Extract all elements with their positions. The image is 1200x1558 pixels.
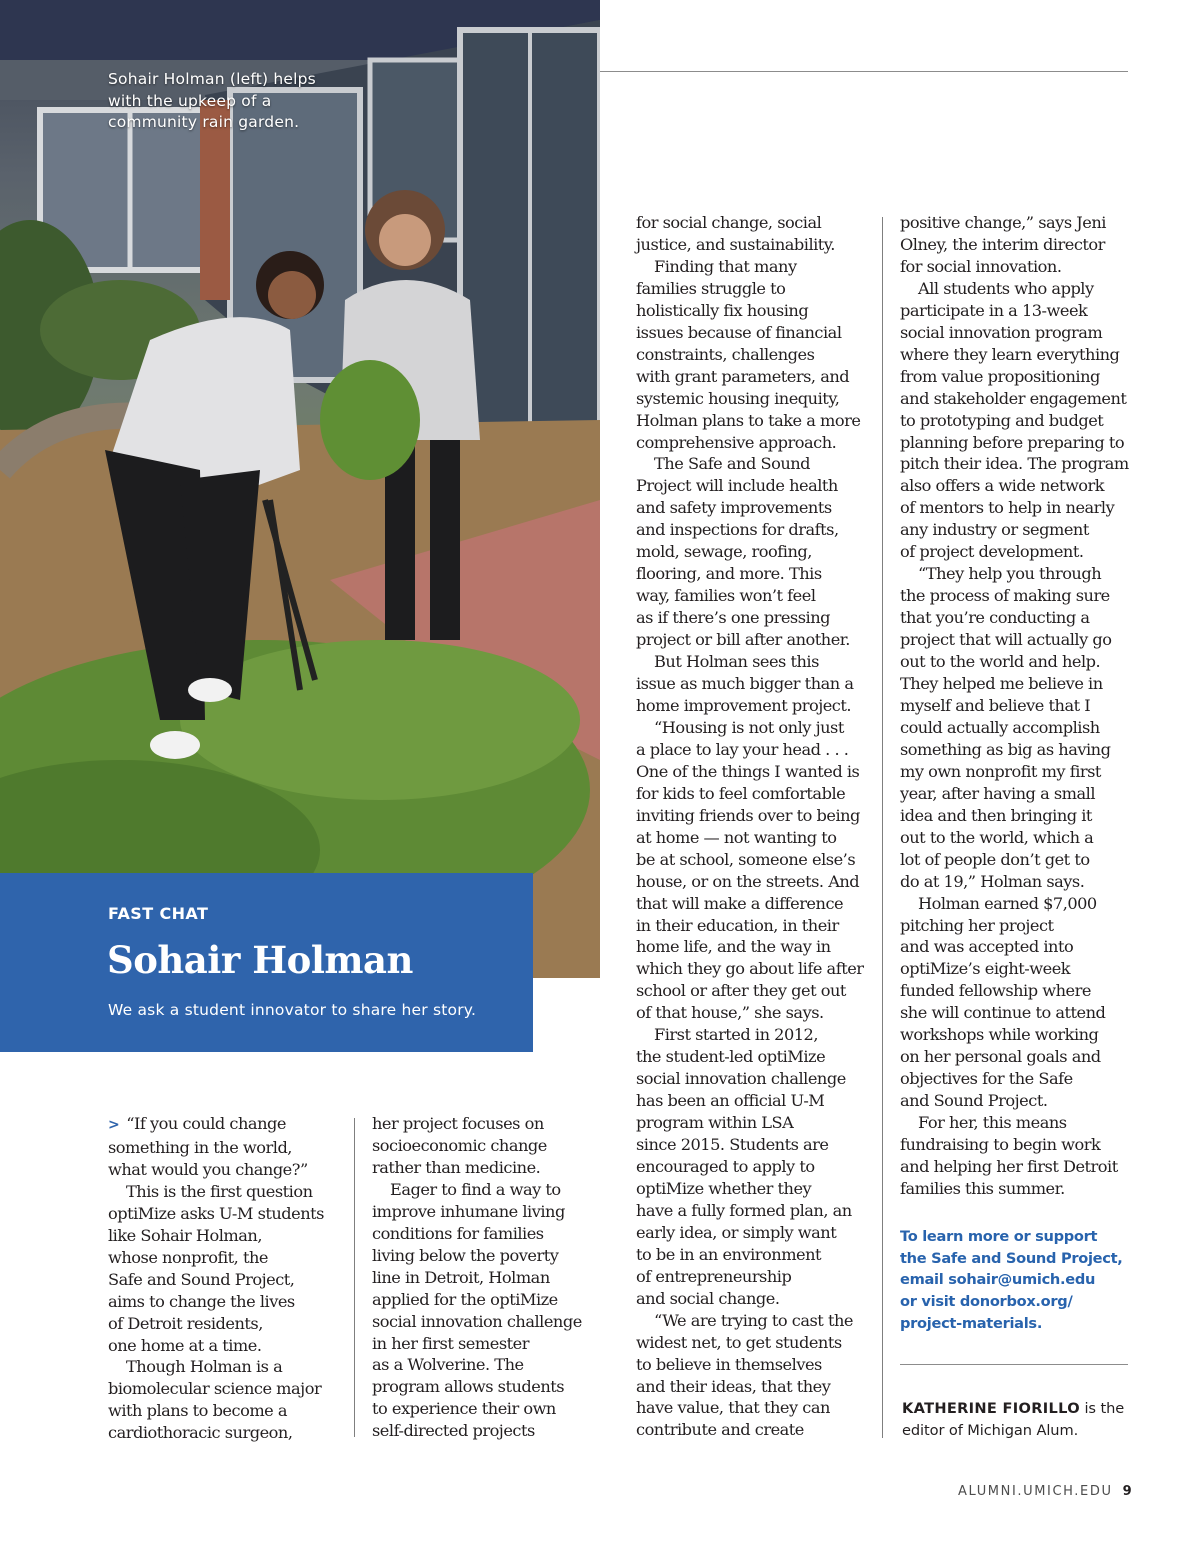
hero-photo bbox=[0, 0, 600, 978]
text-line: to experience their own bbox=[372, 1399, 556, 1419]
text-line: program within LSA bbox=[636, 1113, 794, 1133]
text-line: systemic housing inequity, bbox=[636, 388, 840, 408]
paragraph bbox=[900, 893, 1135, 1113]
paragraph bbox=[108, 1356, 343, 1444]
text-line: living below the poverty bbox=[372, 1245, 559, 1265]
bio-text: is the bbox=[1079, 1400, 1125, 1417]
text-line: the student-led optiMize bbox=[636, 1047, 826, 1067]
text-line: Holman earned $7,000 bbox=[918, 893, 1097, 913]
text-line: “If you could change bbox=[126, 1114, 286, 1133]
text-line: home improvement project. bbox=[636, 695, 852, 715]
text-line: For her, this means bbox=[918, 1113, 1067, 1133]
text-line: pitch their idea. The program bbox=[900, 454, 1129, 474]
text-line: could actually accomplish bbox=[900, 717, 1100, 737]
page-footer bbox=[958, 1484, 1132, 1499]
text-line: First started in 2012, bbox=[654, 1025, 818, 1045]
text-line: as a Wolverine. The bbox=[372, 1355, 524, 1375]
text-line: that will make a difference bbox=[636, 893, 844, 913]
paragraph bbox=[636, 651, 871, 717]
text-line: fundraising to begin work bbox=[900, 1135, 1101, 1155]
text-line: to prototyping and budget bbox=[900, 410, 1104, 430]
text-line: be at school, someone else’s bbox=[636, 849, 856, 869]
text-line: any industry or segment bbox=[900, 520, 1089, 540]
caption-line: with the upkeep of a bbox=[108, 91, 272, 110]
text-line: biomolecular science major bbox=[108, 1379, 322, 1399]
text-line: do at 19,” Holman says. bbox=[900, 871, 1085, 891]
text-line: comprehensive approach. bbox=[636, 432, 837, 452]
text-line: applied for the optiMize bbox=[372, 1289, 558, 1309]
paragraph bbox=[900, 278, 1135, 563]
photo-caption bbox=[108, 69, 348, 134]
text-line: have a fully formed plan, an bbox=[636, 1200, 852, 1220]
caption-line: community rain garden. bbox=[108, 113, 300, 131]
photo-illustration bbox=[0, 0, 600, 978]
article-dek: We ask a student innovator to share her story. bbox=[108, 1001, 477, 1019]
text-line: her project focuses on bbox=[372, 1114, 544, 1133]
text-line: issue as much bigger than a bbox=[636, 674, 854, 694]
text-line: and inspections for drafts, bbox=[636, 520, 839, 540]
text-line: workshops while working bbox=[900, 1025, 1099, 1045]
text-line: for social innovation. bbox=[900, 256, 1062, 276]
lead-line bbox=[108, 1113, 343, 1137]
text-line: and Sound Project. bbox=[900, 1091, 1048, 1111]
text-line: social innovation challenge bbox=[636, 1069, 846, 1089]
text-line: with plans to become a bbox=[108, 1401, 288, 1421]
text-line: Project will include health bbox=[636, 476, 838, 496]
article-column-3 bbox=[636, 212, 871, 1441]
text-line: on her personal goals and bbox=[900, 1047, 1101, 1067]
text-line: socioeconomic change bbox=[372, 1135, 547, 1155]
text-line: conditions for families bbox=[372, 1223, 544, 1243]
text-line: way, families won’t feel bbox=[636, 586, 816, 606]
text-line: since 2015. Students are bbox=[636, 1135, 829, 1155]
text-line: something as big as having bbox=[900, 739, 1111, 759]
text-line: All students who apply bbox=[918, 278, 1094, 298]
text-line: project or bill after another. bbox=[636, 630, 850, 650]
bio-text-line2: editor of Michigan Alum. bbox=[902, 1422, 1079, 1439]
text-line: contribute and create bbox=[636, 1420, 804, 1440]
text-line: Finding that many bbox=[654, 256, 797, 276]
text-line: project that will actually go bbox=[900, 630, 1112, 650]
text-line: aims to change the lives bbox=[108, 1291, 295, 1311]
text-line: to believe in themselves bbox=[636, 1354, 822, 1374]
text-line: something in the world, bbox=[108, 1137, 292, 1157]
text-line: early idea, or simply want bbox=[636, 1222, 837, 1242]
paragraph bbox=[636, 256, 871, 454]
caption-line: Sohair Holman (left) helps bbox=[108, 70, 316, 88]
text-line: justice, and sustainability. bbox=[636, 234, 835, 254]
text-line: out to the world and help. bbox=[900, 652, 1101, 672]
text-line: optiMize whether they bbox=[636, 1178, 812, 1198]
text-line: The Safe and Sound bbox=[654, 454, 811, 474]
paragraph bbox=[636, 1024, 871, 1309]
text-line: a place to lay your head . . . bbox=[636, 739, 849, 759]
text-line: also offers a wide network bbox=[900, 476, 1105, 496]
text-line: from value propositioning bbox=[900, 366, 1100, 386]
text-line: But Holman sees this bbox=[654, 652, 819, 672]
text-line: as if there’s one pressing bbox=[636, 608, 830, 628]
text-line: idea and then bringing it bbox=[900, 805, 1092, 825]
text-line: Safe and Sound Project, bbox=[108, 1269, 295, 1289]
text-line: and was accepted into bbox=[900, 937, 1074, 957]
text-line: funded fellowship where bbox=[900, 981, 1091, 1001]
text-line: and their ideas, that they bbox=[636, 1376, 831, 1396]
paragraph bbox=[900, 212, 1135, 278]
text-line: issues because of financial bbox=[636, 322, 842, 342]
text-line: of project development. bbox=[900, 542, 1084, 562]
article-headline: Sohair Holman bbox=[107, 938, 413, 982]
paragraph bbox=[108, 1181, 343, 1357]
text-line: “We are trying to cast the bbox=[654, 1310, 853, 1330]
paragraph bbox=[372, 1113, 607, 1179]
text-line: that you’re conducting a bbox=[900, 608, 1090, 628]
text-line: One of the things I wanted is bbox=[636, 761, 860, 781]
paragraph bbox=[900, 563, 1135, 892]
footer-site: ALUMNI.UMICH.EDU bbox=[958, 1484, 1113, 1499]
top-divider bbox=[600, 71, 1128, 72]
call-to-action bbox=[900, 1226, 1130, 1335]
text-line: line in Detroit, Holman bbox=[372, 1267, 550, 1287]
article-column-4 bbox=[900, 212, 1135, 1200]
text-line: improve inhumane living bbox=[372, 1201, 565, 1221]
text-line: constraints, challenges bbox=[636, 344, 815, 364]
text-line: house, or on the streets. And bbox=[636, 871, 860, 891]
text-line: This is the first question bbox=[126, 1181, 313, 1201]
text-line: holistically fix housing bbox=[636, 300, 809, 320]
text-line: Though Holman is a bbox=[126, 1357, 283, 1377]
text-line: rather than medicine. bbox=[372, 1157, 541, 1177]
paragraph bbox=[108, 1113, 343, 1181]
cta-line: To learn more or support bbox=[900, 1228, 1098, 1245]
text-line: They helped me believe in bbox=[900, 674, 1103, 694]
paragraph bbox=[900, 1112, 1135, 1200]
text-line: “Housing is not only just bbox=[654, 717, 844, 737]
article-column-1 bbox=[108, 1113, 343, 1444]
paragraph bbox=[636, 453, 871, 651]
text-line: mold, sewage, roofing, bbox=[636, 542, 812, 562]
text-line: like Sohair Holman, bbox=[108, 1225, 262, 1245]
text-line: and social change. bbox=[636, 1288, 780, 1308]
text-line: self-directed projects bbox=[372, 1421, 535, 1441]
section-kicker: FAST CHAT bbox=[108, 904, 209, 923]
text-line: participate in a 13-week bbox=[900, 300, 1088, 320]
text-line: home life, and the way in bbox=[636, 937, 831, 957]
text-line: for social change, social bbox=[636, 213, 822, 232]
text-line: school or after they get out bbox=[636, 981, 846, 1001]
text-line: flooring, and more. This bbox=[636, 564, 822, 584]
text-line: families struggle to bbox=[636, 278, 786, 298]
text-line: Eager to find a way to bbox=[390, 1179, 561, 1199]
text-line: what would you change?” bbox=[108, 1159, 308, 1179]
text-line: social innovation program bbox=[900, 322, 1103, 342]
text-line: inviting friends over to being bbox=[636, 805, 860, 825]
cta-email-link[interactable]: email sohair@umich.edu bbox=[900, 1271, 1096, 1289]
text-line: planning before preparing to bbox=[900, 432, 1125, 452]
paragraph bbox=[636, 717, 871, 1024]
cta-url-link[interactable]: or visit donorbox.org/ bbox=[900, 1293, 1073, 1311]
text-line: positive change,” says Jeni bbox=[900, 213, 1106, 232]
text-line: program allows students bbox=[372, 1377, 565, 1397]
text-line: have value, that they can bbox=[636, 1398, 830, 1418]
text-line: whose nonprofit, the bbox=[108, 1247, 268, 1267]
text-line: and safety improvements bbox=[636, 498, 832, 518]
paragraph bbox=[636, 1310, 871, 1442]
text-line: one home at a time. bbox=[108, 1335, 262, 1355]
text-line: optiMize’s eight-week bbox=[900, 959, 1071, 979]
author-bio bbox=[902, 1398, 1132, 1442]
text-line: in their education, in their bbox=[636, 915, 839, 935]
text-line: the process of making sure bbox=[900, 586, 1110, 606]
text-line: year, after having a small bbox=[900, 783, 1096, 803]
text-line: widest net, to get students bbox=[636, 1332, 842, 1352]
author-name: KATHERINE FIORILLO bbox=[902, 1400, 1080, 1417]
text-line: of Detroit residents, bbox=[108, 1313, 263, 1333]
text-line: and stakeholder engagement bbox=[900, 388, 1127, 408]
text-line: out to the world, which a bbox=[900, 827, 1094, 847]
text-line: lot of people don’t get to bbox=[900, 849, 1090, 869]
text-line: at home — not wanting to bbox=[636, 827, 837, 847]
text-line: social innovation challenge bbox=[372, 1311, 582, 1331]
text-line: Holman plans to take a more bbox=[636, 410, 861, 430]
article-column-2 bbox=[372, 1113, 607, 1442]
paragraph bbox=[636, 212, 871, 256]
text-line: objectives for the Safe bbox=[900, 1069, 1073, 1089]
text-line: of that house,” she says. bbox=[636, 1003, 824, 1023]
text-line: encouraged to apply to bbox=[636, 1156, 815, 1176]
text-line: cardiothoracic surgeon, bbox=[108, 1423, 293, 1443]
text-line: of mentors to help in nearly bbox=[900, 498, 1115, 518]
text-line: in her first semester bbox=[372, 1333, 529, 1353]
text-line: where they learn everything bbox=[900, 344, 1120, 364]
text-line: to be in an environment bbox=[636, 1244, 822, 1264]
text-line: my own nonprofit my first bbox=[900, 761, 1101, 781]
text-line: which they go about life after bbox=[636, 959, 864, 979]
text-line: pitching her project bbox=[900, 915, 1054, 935]
cta-line: the Safe and Sound Project, bbox=[900, 1249, 1123, 1267]
cta-url-link-cont[interactable]: project-materials. bbox=[900, 1314, 1043, 1332]
paragraph bbox=[372, 1179, 607, 1442]
text-line: with grant parameters, and bbox=[636, 366, 850, 386]
text-line: “They help you through bbox=[918, 564, 1102, 584]
column-divider bbox=[354, 1118, 355, 1437]
text-line: Olney, the interim director bbox=[900, 234, 1105, 254]
text-line: she will continue to attend bbox=[900, 1003, 1106, 1023]
bio-divider bbox=[900, 1364, 1128, 1365]
text-line: and helping her first Detroit bbox=[900, 1156, 1118, 1176]
page-number: 9 bbox=[1122, 1484, 1132, 1499]
text-line: has been an official U-M bbox=[636, 1091, 825, 1111]
chevron-right-icon: > bbox=[108, 1117, 120, 1133]
text-line: for kids to feel comfortable bbox=[636, 783, 846, 803]
text-line: myself and believe that I bbox=[900, 695, 1091, 715]
column-divider bbox=[882, 217, 883, 1438]
text-line: optiMize asks U-M students bbox=[108, 1203, 324, 1223]
text-line: families this summer. bbox=[900, 1178, 1065, 1198]
text-line: of entrepreneurship bbox=[636, 1266, 792, 1286]
